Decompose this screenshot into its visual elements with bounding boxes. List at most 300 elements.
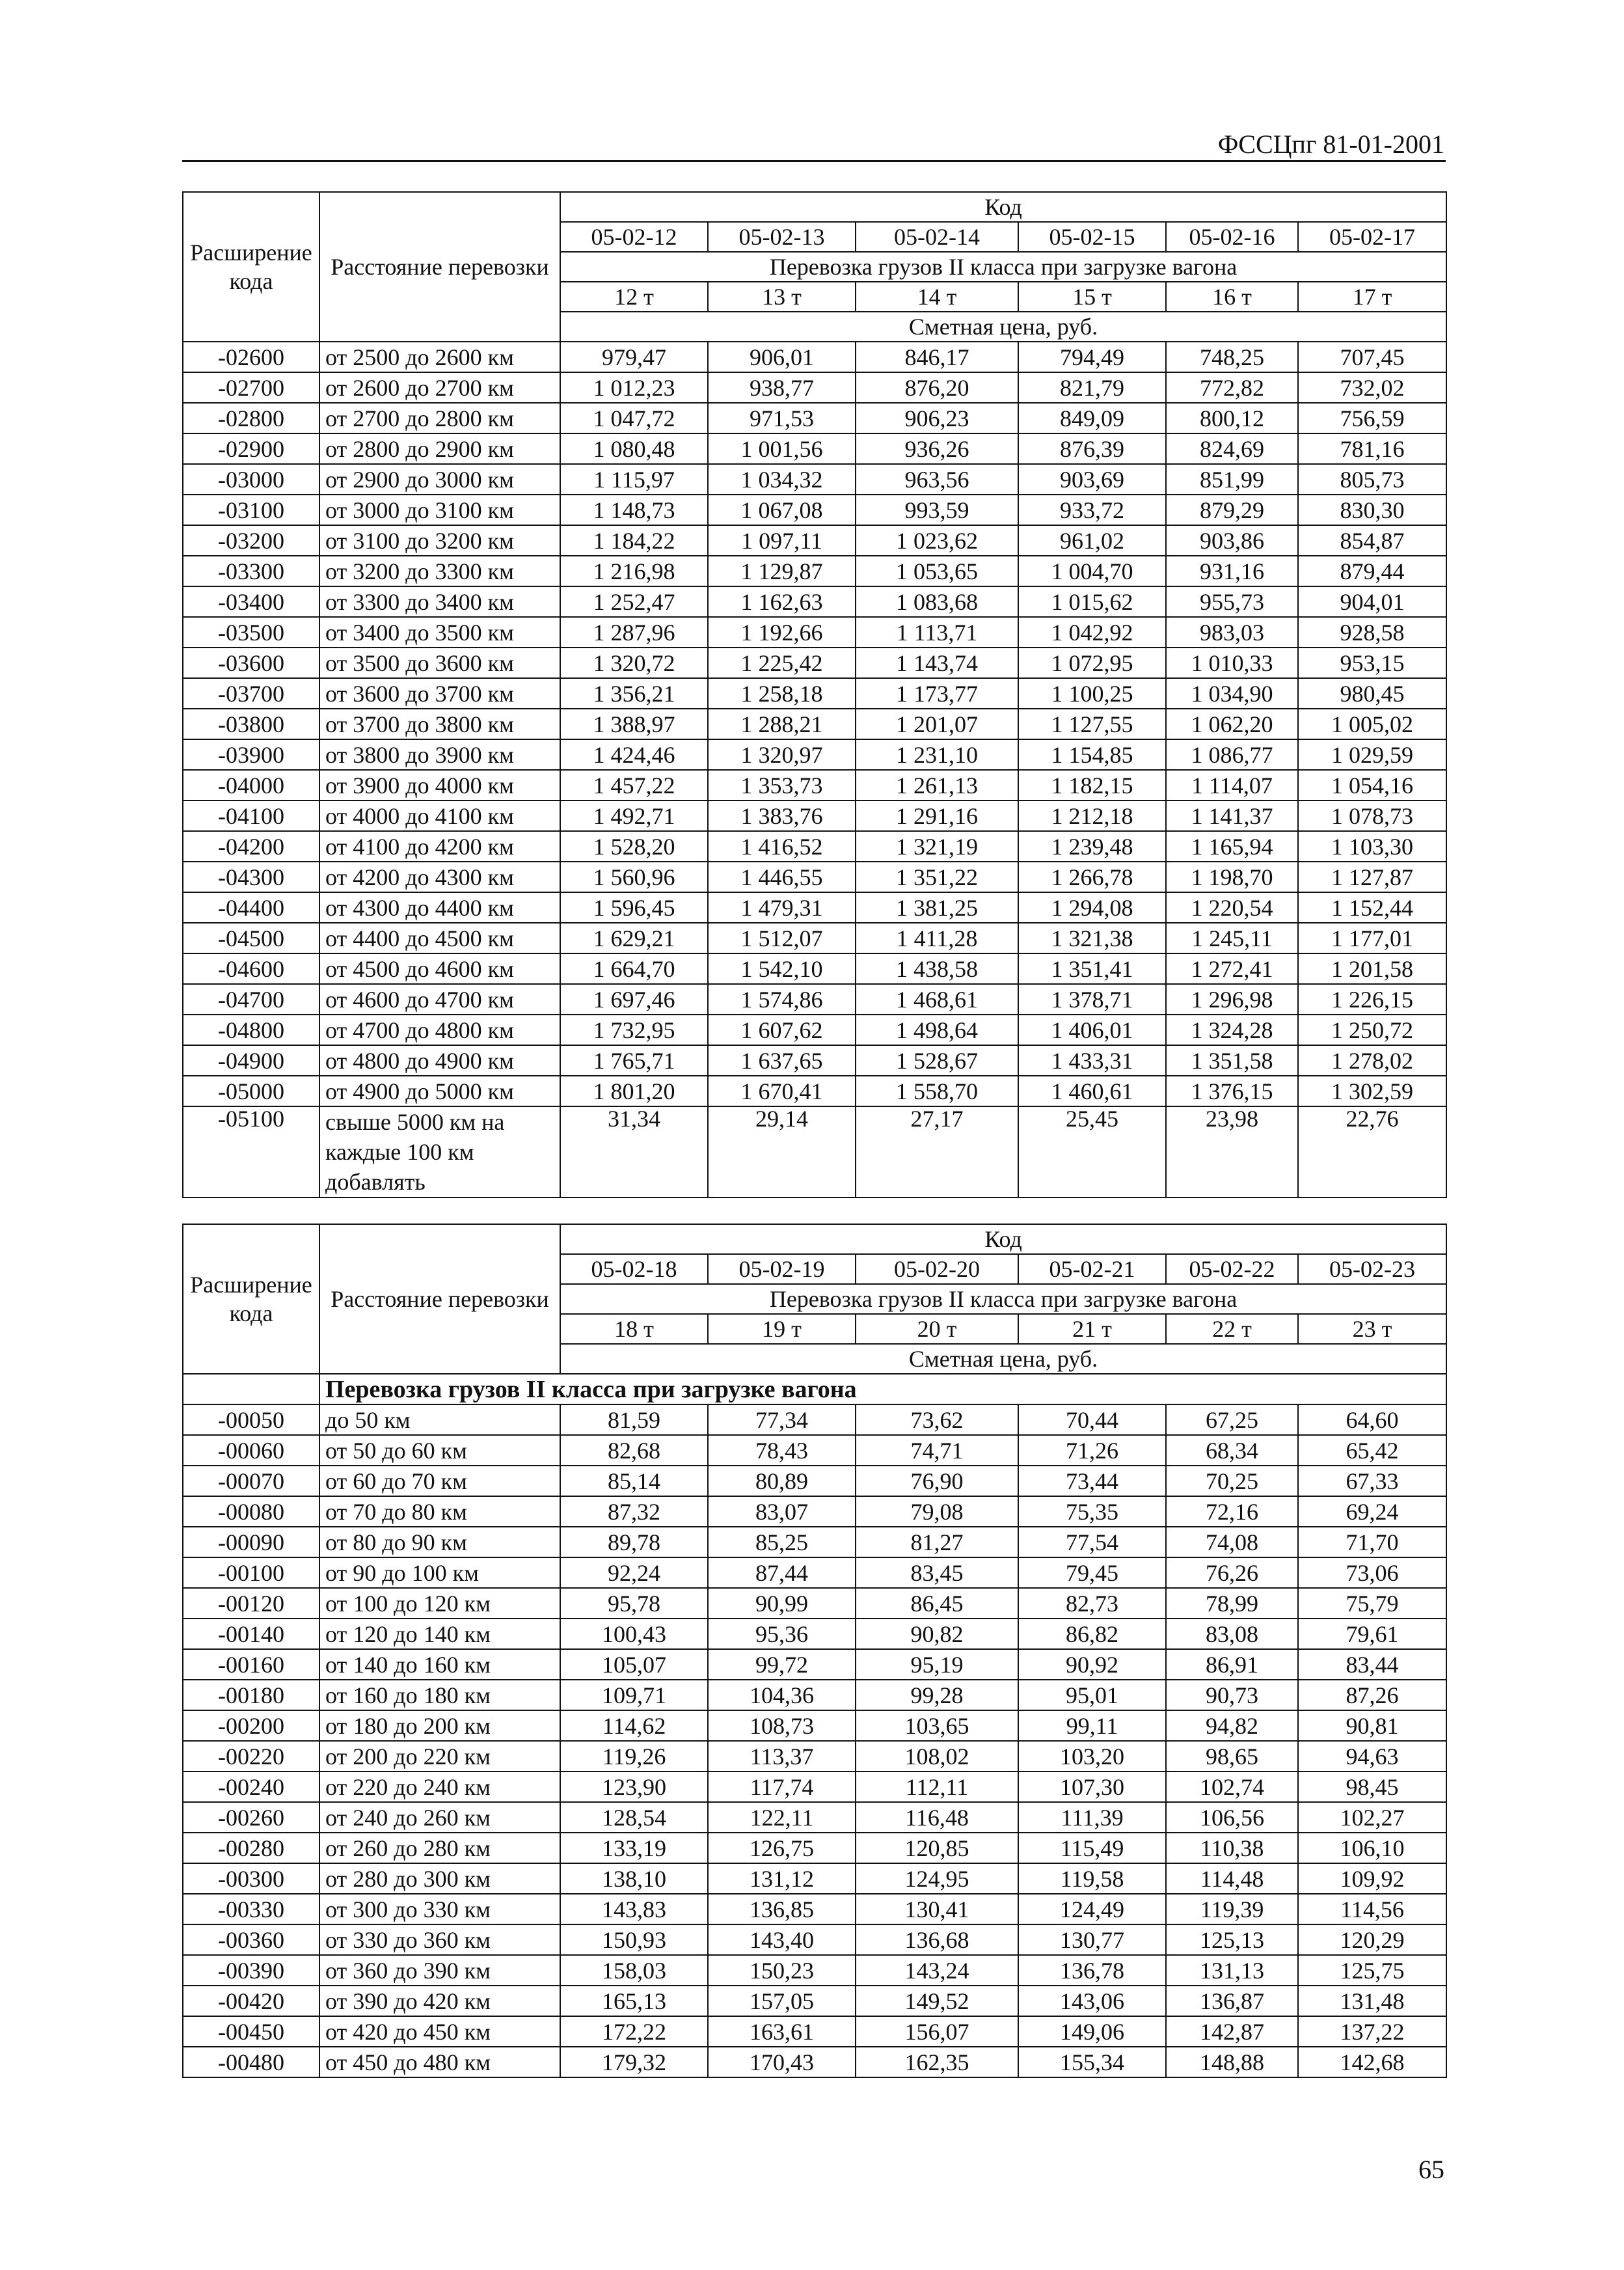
price-cell: 157,05 xyxy=(708,1986,856,2016)
price-cell: 115,49 xyxy=(1018,1833,1166,1863)
price-cell: 90,81 xyxy=(1298,1710,1446,1741)
price-cell: 94,63 xyxy=(1298,1741,1446,1771)
table-row xyxy=(183,1680,1446,1710)
price-cell: 73,62 xyxy=(856,1404,1018,1435)
load-cell: 21 т xyxy=(1018,1314,1166,1344)
ext-code-cell: -03900 xyxy=(183,739,319,770)
price-cell: 1 438,58 xyxy=(856,953,1018,984)
page-number: 65 xyxy=(1418,2155,1444,2184)
price-cell: 1 072,95 xyxy=(1018,648,1166,678)
price-cell: 150,93 xyxy=(560,1924,708,1955)
code-header: Код xyxy=(560,192,1446,222)
price-cell: 1 225,42 xyxy=(708,648,856,678)
ext-code-cell: -03200 xyxy=(183,525,319,556)
distance-cell: от 4300 до 4400 км xyxy=(319,892,560,923)
price-cell: 90,82 xyxy=(856,1619,1018,1649)
price-cell: 1 433,31 xyxy=(1018,1045,1166,1076)
price-cell: 98,45 xyxy=(1298,1771,1446,1802)
price-cell: 1 629,21 xyxy=(560,923,708,953)
price-cell: 1 012,23 xyxy=(560,372,708,403)
ext-code-cell: -05100 xyxy=(183,1106,319,1197)
ext-code-cell: -04000 xyxy=(183,770,319,800)
price-cell: 83,08 xyxy=(1166,1619,1298,1649)
distance-cell: от 3100 до 3200 км xyxy=(319,525,560,556)
distance-cell: до 50 км xyxy=(319,1404,560,1435)
price-cell: 125,75 xyxy=(1298,1955,1446,1986)
price-cell: 821,79 xyxy=(1018,372,1166,403)
price-cell: 1 278,02 xyxy=(1298,1045,1446,1076)
price-cell: 149,06 xyxy=(1018,2016,1166,2047)
price-cell: 1 216,98 xyxy=(560,556,708,586)
code-cell: 05-02-16 xyxy=(1166,222,1298,252)
distance-cell: от 300 до 330 км xyxy=(319,1894,560,1924)
distance-cell: от 4600 до 4700 км xyxy=(319,984,560,1015)
price-cell: 1 320,97 xyxy=(708,739,856,770)
price-cell: 1 468,61 xyxy=(856,984,1018,1015)
price-cell: 95,01 xyxy=(1018,1680,1166,1710)
price-cell: 87,26 xyxy=(1298,1680,1446,1710)
distance-cell: от 3700 до 3800 км xyxy=(319,709,560,739)
price-cell: 114,48 xyxy=(1166,1863,1298,1894)
distance-header: Расстояние перевозки xyxy=(319,192,560,342)
price-cell: 81,27 xyxy=(856,1527,1018,1557)
code-cell: 05-02-23 xyxy=(1298,1254,1446,1284)
table-row xyxy=(183,862,1446,892)
ext-code-cell: -02900 xyxy=(183,433,319,464)
price-cell: 953,15 xyxy=(1298,648,1446,678)
ext-code-cell: -03000 xyxy=(183,464,319,495)
distance-cell: от 140 до 160 км xyxy=(319,1649,560,1680)
price-cell: 27,17 xyxy=(856,1106,1018,1197)
distance-cell: от 4700 до 4800 км xyxy=(319,1015,560,1045)
ext-code-cell: -00240 xyxy=(183,1771,319,1802)
price-cell: 99,11 xyxy=(1018,1710,1166,1741)
distance-cell: от 4000 до 4100 км xyxy=(319,800,560,831)
distance-cell: от 260 до 280 км xyxy=(319,1833,560,1863)
price-cell: 851,99 xyxy=(1166,464,1298,495)
ext-code-cell: -03600 xyxy=(183,648,319,678)
price-cell: 707,45 xyxy=(1298,342,1446,372)
table-row xyxy=(183,800,1446,831)
price-cell: 1 383,76 xyxy=(708,800,856,831)
code-cell: 05-02-15 xyxy=(1018,222,1166,252)
price-cell: 90,73 xyxy=(1166,1680,1298,1710)
price-cell: 130,77 xyxy=(1018,1924,1166,1955)
distance-cell: от 280 до 300 км xyxy=(319,1863,560,1894)
price-cell: 906,23 xyxy=(856,403,1018,433)
price-cell: 110,38 xyxy=(1166,1833,1298,1863)
ext-code-cell: -00090 xyxy=(183,1527,319,1557)
ext-code-cell: -02800 xyxy=(183,403,319,433)
code-cell: 05-02-21 xyxy=(1018,1254,1166,1284)
price-cell: 75,79 xyxy=(1298,1588,1446,1619)
distance-cell: от 180 до 200 км xyxy=(319,1710,560,1741)
price-cell: 77,34 xyxy=(708,1404,856,1435)
price-cell: 131,48 xyxy=(1298,1986,1446,2016)
section-title: Перевозка грузов II класса при загрузке вагона xyxy=(319,1374,1446,1404)
price-cell: 1 670,41 xyxy=(708,1076,856,1106)
table-row xyxy=(183,1649,1446,1680)
price-cell: 961,02 xyxy=(1018,525,1166,556)
distance-cell: от 200 до 220 км xyxy=(319,1741,560,1771)
distance-cell: от 220 до 240 км xyxy=(319,1771,560,1802)
price-cell: 1 302,59 xyxy=(1298,1076,1446,1106)
ext-code-cell: -04300 xyxy=(183,862,319,892)
price-cell: 76,26 xyxy=(1166,1557,1298,1588)
ext-code-cell: -05000 xyxy=(183,1076,319,1106)
section-spacer xyxy=(183,1374,319,1404)
ext-code-cell: -04700 xyxy=(183,984,319,1015)
price-cell: 933,72 xyxy=(1018,495,1166,525)
ext-code-header: Расширение кода xyxy=(183,1224,319,1374)
price-cell: 748,25 xyxy=(1166,342,1298,372)
distance-cell: от 390 до 420 км xyxy=(319,1986,560,2016)
price-cell: 138,10 xyxy=(560,1863,708,1894)
table-row xyxy=(183,617,1446,648)
code-cell: 05-02-22 xyxy=(1166,1254,1298,1284)
price-cell: 1 528,67 xyxy=(856,1045,1018,1076)
table-row xyxy=(183,678,1446,709)
table-row xyxy=(183,953,1446,984)
price-cell: 1 231,10 xyxy=(856,739,1018,770)
price-cell: 1 664,70 xyxy=(560,953,708,984)
price-cell: 143,24 xyxy=(856,1955,1018,1986)
price-cell: 1 198,70 xyxy=(1166,862,1298,892)
price-cell: 87,44 xyxy=(708,1557,856,1588)
code-cell: 05-02-13 xyxy=(708,222,856,252)
distance-cell: от 3000 до 3100 км xyxy=(319,495,560,525)
ext-code-cell: -02600 xyxy=(183,342,319,372)
price-cell: 1 152,44 xyxy=(1298,892,1446,923)
table-row xyxy=(183,892,1446,923)
load-cell: 13 т xyxy=(708,282,856,312)
price-cell: 163,61 xyxy=(708,2016,856,2047)
distance-cell: от 3200 до 3300 км xyxy=(319,556,560,586)
distance-cell: от 70 до 80 км xyxy=(319,1496,560,1527)
price-cell: 71,70 xyxy=(1298,1527,1446,1557)
price-cell: 1 201,58 xyxy=(1298,953,1446,984)
table-row xyxy=(183,433,1446,464)
price-cell: 1 321,19 xyxy=(856,831,1018,862)
price-cell: 76,90 xyxy=(856,1466,1018,1496)
price-cell: 86,45 xyxy=(856,1588,1018,1619)
price-cell: 805,73 xyxy=(1298,464,1446,495)
load-cell: 17 т xyxy=(1298,282,1446,312)
distance-cell: от 100 до 120 км xyxy=(319,1588,560,1619)
price-cell: 99,72 xyxy=(708,1649,856,1680)
price-cell: 133,19 xyxy=(560,1833,708,1863)
price-cell: 103,65 xyxy=(856,1710,1018,1741)
table-row xyxy=(183,1741,1446,1771)
price-cell: 854,87 xyxy=(1298,525,1446,556)
price-cell: 142,68 xyxy=(1298,2047,1446,2077)
ext-code-cell: -03700 xyxy=(183,678,319,709)
price-cell: 772,82 xyxy=(1166,372,1298,403)
price-cell: 100,43 xyxy=(560,1619,708,1649)
price-cell: 1 129,87 xyxy=(708,556,856,586)
ext-code-cell: -03300 xyxy=(183,556,319,586)
table-row xyxy=(183,2016,1446,2047)
price-cell: 143,06 xyxy=(1018,1986,1166,2016)
price-cell: 103,20 xyxy=(1018,1741,1166,1771)
price-cell: 107,30 xyxy=(1018,1771,1166,1802)
price-cell: 993,59 xyxy=(856,495,1018,525)
price-cell: 1 351,22 xyxy=(856,862,1018,892)
price-cell: 1 010,33 xyxy=(1166,648,1298,678)
price-cell: 67,25 xyxy=(1166,1404,1298,1435)
price-cell: 136,78 xyxy=(1018,1955,1166,1986)
price-cell: 78,99 xyxy=(1166,1588,1298,1619)
table-row xyxy=(183,1619,1446,1649)
price-cell: 903,86 xyxy=(1166,525,1298,556)
distance-cell: от 330 до 360 км xyxy=(319,1924,560,1955)
price-cell: 1 266,78 xyxy=(1018,862,1166,892)
price-cell: 846,17 xyxy=(856,342,1018,372)
price-cell: 119,26 xyxy=(560,1741,708,1771)
table-row xyxy=(183,495,1446,525)
price-cell: 70,44 xyxy=(1018,1404,1166,1435)
price-cell: 1 287,96 xyxy=(560,617,708,648)
price-cell: 1 001,56 xyxy=(708,433,856,464)
price-cell: 125,13 xyxy=(1166,1924,1298,1955)
table-row xyxy=(183,1710,1446,1741)
table-row xyxy=(183,739,1446,770)
price-cell: 928,58 xyxy=(1298,617,1446,648)
price-cell: 1 115,97 xyxy=(560,464,708,495)
ext-code-cell: -00480 xyxy=(183,2047,319,2077)
price-cell: 75,35 xyxy=(1018,1496,1166,1527)
price-cell: 79,08 xyxy=(856,1496,1018,1527)
price-cell: 1 220,54 xyxy=(1166,892,1298,923)
price-cell: 83,44 xyxy=(1298,1649,1446,1680)
table-row xyxy=(183,1802,1446,1833)
ext-code-cell: -04600 xyxy=(183,953,319,984)
table-row xyxy=(183,923,1446,953)
price-cell: 931,16 xyxy=(1166,556,1298,586)
price-cell: 1 294,08 xyxy=(1018,892,1166,923)
code-cell: 05-02-12 xyxy=(560,222,708,252)
header-rule xyxy=(182,160,1446,162)
distance-cell: от 3600 до 3700 км xyxy=(319,678,560,709)
ext-code-cell: -04900 xyxy=(183,1045,319,1076)
price-cell: 142,87 xyxy=(1166,2016,1298,2047)
ext-code-cell: -00120 xyxy=(183,1588,319,1619)
ext-code-cell: -04500 xyxy=(183,923,319,953)
price-cell: 1 078,73 xyxy=(1298,800,1446,831)
ext-code-cell: -00330 xyxy=(183,1894,319,1924)
price-cell: 1 080,48 xyxy=(560,433,708,464)
price-cell: 73,06 xyxy=(1298,1557,1446,1588)
price-cell: 136,85 xyxy=(708,1894,856,1924)
price-cell: 95,19 xyxy=(856,1649,1018,1680)
price-cell: 128,54 xyxy=(560,1802,708,1833)
price-cell: 800,12 xyxy=(1166,403,1298,433)
distance-cell: от 420 до 450 км xyxy=(319,2016,560,2047)
ext-code-cell: -00220 xyxy=(183,1741,319,1771)
distance-cell: свыше 5000 км на каждые 100 км добавлять xyxy=(319,1106,560,1197)
table-row xyxy=(183,464,1446,495)
price-cell: 1 127,55 xyxy=(1018,709,1166,739)
table-row xyxy=(183,1955,1446,1986)
price-cell: 120,29 xyxy=(1298,1924,1446,1955)
price-cell: 1 351,41 xyxy=(1018,953,1166,984)
price-cell: 1 245,11 xyxy=(1166,923,1298,953)
distance-cell: от 2900 до 3000 км xyxy=(319,464,560,495)
price-cell: 95,36 xyxy=(708,1619,856,1649)
table-row xyxy=(183,1466,1446,1496)
distance-cell: от 360 до 390 км xyxy=(319,1955,560,1986)
load-cell: 14 т xyxy=(856,282,1018,312)
table-row xyxy=(183,1588,1446,1619)
price-cell: 108,73 xyxy=(708,1710,856,1741)
price-cell: 106,56 xyxy=(1166,1802,1298,1833)
price-cell: 90,99 xyxy=(708,1588,856,1619)
price-cell: 1 351,58 xyxy=(1166,1045,1298,1076)
price-cell: 1 029,59 xyxy=(1298,739,1446,770)
ext-code-cell: -00160 xyxy=(183,1649,319,1680)
price-cell: 1 177,01 xyxy=(1298,923,1446,953)
price-cell: 1 416,52 xyxy=(708,831,856,862)
price-cell: 1 765,71 xyxy=(560,1045,708,1076)
price-cell: 1 086,77 xyxy=(1166,739,1298,770)
price-cell: 1 083,68 xyxy=(856,586,1018,617)
price-cell: 1 127,87 xyxy=(1298,862,1446,892)
price-cell: 1 411,28 xyxy=(856,923,1018,953)
distance-cell: от 4200 до 4300 км xyxy=(319,862,560,892)
price-cell: 92,24 xyxy=(560,1557,708,1588)
ext-code-header: Расширение кода xyxy=(183,192,319,342)
price-cell: 1 512,07 xyxy=(708,923,856,953)
ext-code-cell: -00180 xyxy=(183,1680,319,1710)
table-row xyxy=(183,770,1446,800)
ext-code-cell: -00420 xyxy=(183,1986,319,2016)
price-cell: 124,49 xyxy=(1018,1894,1166,1924)
price-cell: 1 226,15 xyxy=(1298,984,1446,1015)
price-cell: 82,73 xyxy=(1018,1588,1166,1619)
price-cell: 1 376,15 xyxy=(1166,1076,1298,1106)
price-cell: 1 184,22 xyxy=(560,525,708,556)
price-cell: 879,29 xyxy=(1166,495,1298,525)
price-cell: 1 165,94 xyxy=(1166,831,1298,862)
price-cell: 1 560,96 xyxy=(560,862,708,892)
price-cell: 781,16 xyxy=(1298,433,1446,464)
price-cell: 1 250,72 xyxy=(1298,1015,1446,1045)
price-cell: 876,20 xyxy=(856,372,1018,403)
code-cell: 05-02-14 xyxy=(856,222,1018,252)
price-cell: 1 034,32 xyxy=(708,464,856,495)
price-cell: 1 015,62 xyxy=(1018,586,1166,617)
price-cell: 1 261,13 xyxy=(856,770,1018,800)
code-cell: 05-02-19 xyxy=(708,1254,856,1284)
price-cell: 1 479,31 xyxy=(708,892,856,923)
price-cell: 114,62 xyxy=(560,1710,708,1741)
price-cell: 78,43 xyxy=(708,1435,856,1466)
price-cell: 120,85 xyxy=(856,1833,1018,1863)
price-cell: 109,92 xyxy=(1298,1863,1446,1894)
price-cell: 150,23 xyxy=(708,1955,856,1986)
price-cell: 1 154,85 xyxy=(1018,739,1166,770)
price-cell: 109,71 xyxy=(560,1680,708,1710)
price-cell: 1 047,72 xyxy=(560,403,708,433)
ext-code-cell: -00100 xyxy=(183,1557,319,1588)
price-cell: 1 498,64 xyxy=(856,1015,1018,1045)
price-cell: 1 697,46 xyxy=(560,984,708,1015)
code-header: Код xyxy=(560,1224,1446,1254)
table-row xyxy=(183,1833,1446,1863)
price-cell: 1 542,10 xyxy=(708,953,856,984)
table-row xyxy=(183,1527,1446,1557)
price-cell: 1 324,28 xyxy=(1166,1015,1298,1045)
price-cell: 87,32 xyxy=(560,1496,708,1527)
price-cell: 64,60 xyxy=(1298,1404,1446,1435)
price-cell: 119,58 xyxy=(1018,1863,1166,1894)
price-cell: 79,61 xyxy=(1298,1619,1446,1649)
price-cell: 116,48 xyxy=(856,1802,1018,1833)
price-cell: 1 005,02 xyxy=(1298,709,1446,739)
price-cell: 74,08 xyxy=(1166,1527,1298,1557)
table-row xyxy=(183,1863,1446,1894)
price-cell: 1 732,95 xyxy=(560,1015,708,1045)
ext-code-cell: -00260 xyxy=(183,1802,319,1833)
price-cell: 1 291,16 xyxy=(856,800,1018,831)
price-cell: 156,07 xyxy=(856,2016,1018,2047)
price-cell: 130,41 xyxy=(856,1894,1018,1924)
ext-code-cell: -03400 xyxy=(183,586,319,617)
price-cell: 85,25 xyxy=(708,1527,856,1557)
price-cell: 98,65 xyxy=(1166,1741,1298,1771)
price-cell: 117,74 xyxy=(708,1771,856,1802)
table-row xyxy=(183,1557,1446,1588)
code-cell: 05-02-17 xyxy=(1298,222,1446,252)
ext-code-cell: -00070 xyxy=(183,1466,319,1496)
table-row xyxy=(183,1045,1446,1076)
ext-code-cell: -03500 xyxy=(183,617,319,648)
price-cell: 1 212,18 xyxy=(1018,800,1166,831)
table-row xyxy=(183,984,1446,1015)
price-table-1 xyxy=(182,191,1447,1198)
ext-code-cell: -00200 xyxy=(183,1710,319,1741)
price-cell: 1 100,25 xyxy=(1018,678,1166,709)
price-cell: 1 446,55 xyxy=(708,862,856,892)
price-cell: 105,07 xyxy=(560,1649,708,1680)
price-cell: 1 296,98 xyxy=(1166,984,1298,1015)
price-cell: 983,03 xyxy=(1166,617,1298,648)
price-cell: 124,95 xyxy=(856,1863,1018,1894)
ext-code-cell: -00360 xyxy=(183,1924,319,1955)
price-cell: 104,36 xyxy=(708,1680,856,1710)
price-cell: 74,71 xyxy=(856,1435,1018,1466)
load-cell: 18 т xyxy=(560,1314,708,1344)
price-cell: 1 321,38 xyxy=(1018,923,1166,953)
price-cell: 1 801,20 xyxy=(560,1076,708,1106)
price-cell: 1 141,37 xyxy=(1166,800,1298,831)
price-cell: 67,33 xyxy=(1298,1466,1446,1496)
distance-cell: от 50 до 60 км xyxy=(319,1435,560,1466)
price-header: Сметная цена, руб. xyxy=(560,1344,1446,1374)
price-cell: 1 097,11 xyxy=(708,525,856,556)
price-cell: 65,42 xyxy=(1298,1435,1446,1466)
price-cell: 1 574,86 xyxy=(708,984,856,1015)
price-cell: 1 162,63 xyxy=(708,586,856,617)
table-row xyxy=(183,403,1446,433)
price-cell: 794,49 xyxy=(1018,342,1166,372)
price-cell: 1 103,30 xyxy=(1298,831,1446,862)
price-cell: 1 053,65 xyxy=(856,556,1018,586)
price-cell: 122,11 xyxy=(708,1802,856,1833)
price-cell: 1 388,97 xyxy=(560,709,708,739)
table-row xyxy=(183,1435,1446,1466)
price-cell: 1 113,71 xyxy=(856,617,1018,648)
